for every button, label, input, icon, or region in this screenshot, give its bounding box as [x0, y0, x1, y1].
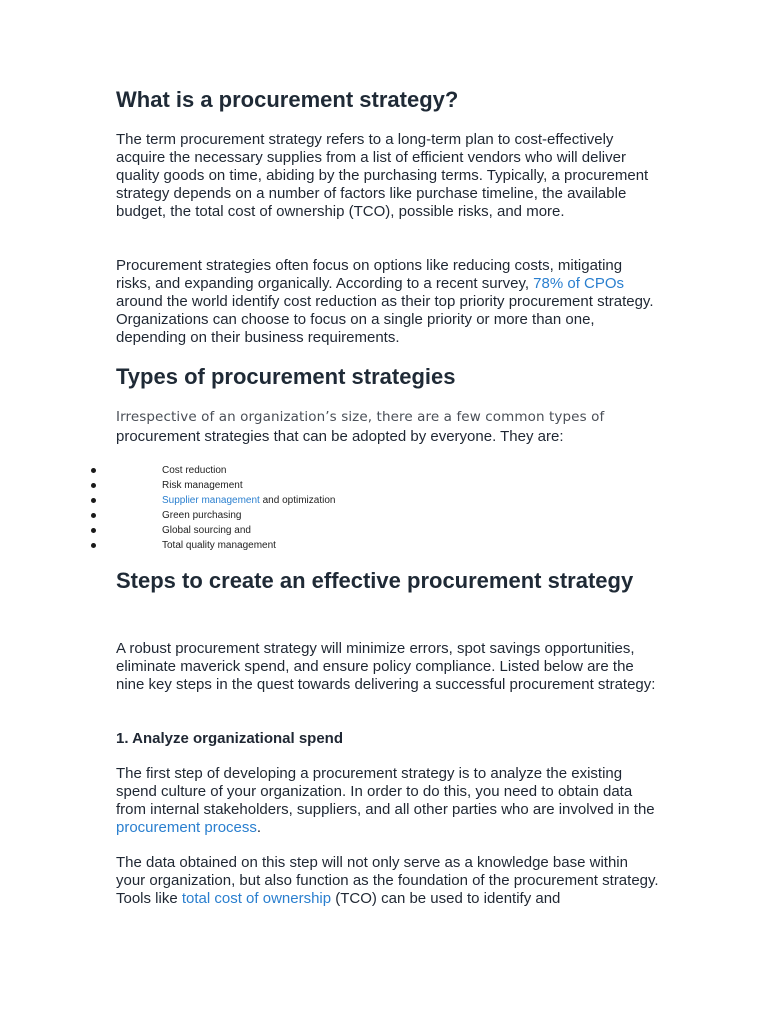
- paragraph-analyze-spend: [116, 765, 661, 837]
- bullet-icon: [91, 498, 96, 503]
- paragraph-data-text-end: (TCO) can be used to identify and: [331, 890, 561, 907]
- list-item: [0, 493, 700, 508]
- paragraph-focus-options: [116, 257, 661, 347]
- paragraph-definition: The term procurement strategy refers to a long-term plan to cost-effectively acquire the necessary supplies from a list of efficient vendors who will deliver quality goods on time, abiding by the purchasing terms. Typically, a procurement strategy depends on a number of factors like purchase timeline, the available budget, the total cost of ownership (TCO), possible risks, and more.: [116, 131, 649, 220]
- types-intro-line-1: Irrespective of an organization’s size, there are a few common types of: [116, 409, 605, 425]
- heading-steps-to-create-strategy: Steps to create an effective procurement strategy: [116, 568, 634, 593]
- paragraph-data-obtained: [116, 854, 661, 908]
- paragraph-data-text-start: The data obtained on this step will not only serve as a knowledge base within your organization, but also function as the foundation of the procurement strategy. Tools like: [116, 854, 659, 907]
- list-item: [0, 463, 700, 478]
- paragraph-analyze-text-end: .: [256, 819, 262, 836]
- bullet-icon: [91, 528, 96, 533]
- heading-types-of-strategies: Types of procurement strategies: [116, 364, 456, 389]
- list-item: [0, 538, 700, 553]
- list-item: [0, 478, 700, 493]
- link-procurement-process[interactable]: procurement process: [116, 819, 257, 836]
- list-item-text: [162, 493, 335, 508]
- types-intro-line-2: procurement strategies that can be adopted by everyone. They are:: [116, 428, 564, 445]
- paragraph-analyze-text-start: The first step of developing a procurement strategy is to analyze the existing spend culture of your organization. In order to do this, you need to obtain data from internal stakeholders, suppliers, and all other parties who are involved in the: [116, 765, 655, 818]
- list-item-text: Risk management: [162, 480, 243, 491]
- list-item-text: Global sourcing and: [162, 525, 251, 536]
- bullet-icon: [91, 483, 96, 488]
- bullet-icon: [91, 513, 96, 518]
- paragraph-focus-text-start: Procurement strategies often focus on options like reducing costs, mitigating risks, and expanding organically. According to a recent survey,: [116, 257, 623, 292]
- list-item: [0, 523, 700, 538]
- strategy-types-list: [0, 463, 700, 553]
- paragraph-robust-strategy: A robust procurement strategy will minimize errors, spot savings opportunities, eliminate maverick spend, and ensure policy compliance. Listed below are the nine key steps in the quest towards delivering a successful procurement strategy:: [116, 640, 656, 693]
- link-78-percent-cpos[interactable]: 78% of CPOs: [533, 275, 625, 292]
- bullet-icon: [91, 468, 96, 473]
- step-1-title: 1. Analyze organizational spend: [116, 730, 343, 747]
- link-total-cost-of-ownership[interactable]: total cost of ownership: [181, 890, 332, 907]
- list-item-text: Cost reduction: [162, 465, 227, 476]
- list-item: [0, 508, 700, 523]
- list-item-text-suffix: and optimization: [259, 495, 336, 506]
- bullet-icon: [91, 543, 96, 548]
- paragraph-focus-text-end: around the world identify cost reduction as their top priority procurement strategy. Organizations can choose to focus on a single priority or more than one, depending on their business requirements.: [116, 293, 654, 346]
- list-item-text: Total quality management: [162, 540, 276, 551]
- list-item-text: Green purchasing: [162, 510, 242, 521]
- link-supplier-management[interactable]: Supplier management: [162, 495, 260, 506]
- heading-what-is-procurement-strategy: What is a procurement strategy?: [116, 87, 459, 112]
